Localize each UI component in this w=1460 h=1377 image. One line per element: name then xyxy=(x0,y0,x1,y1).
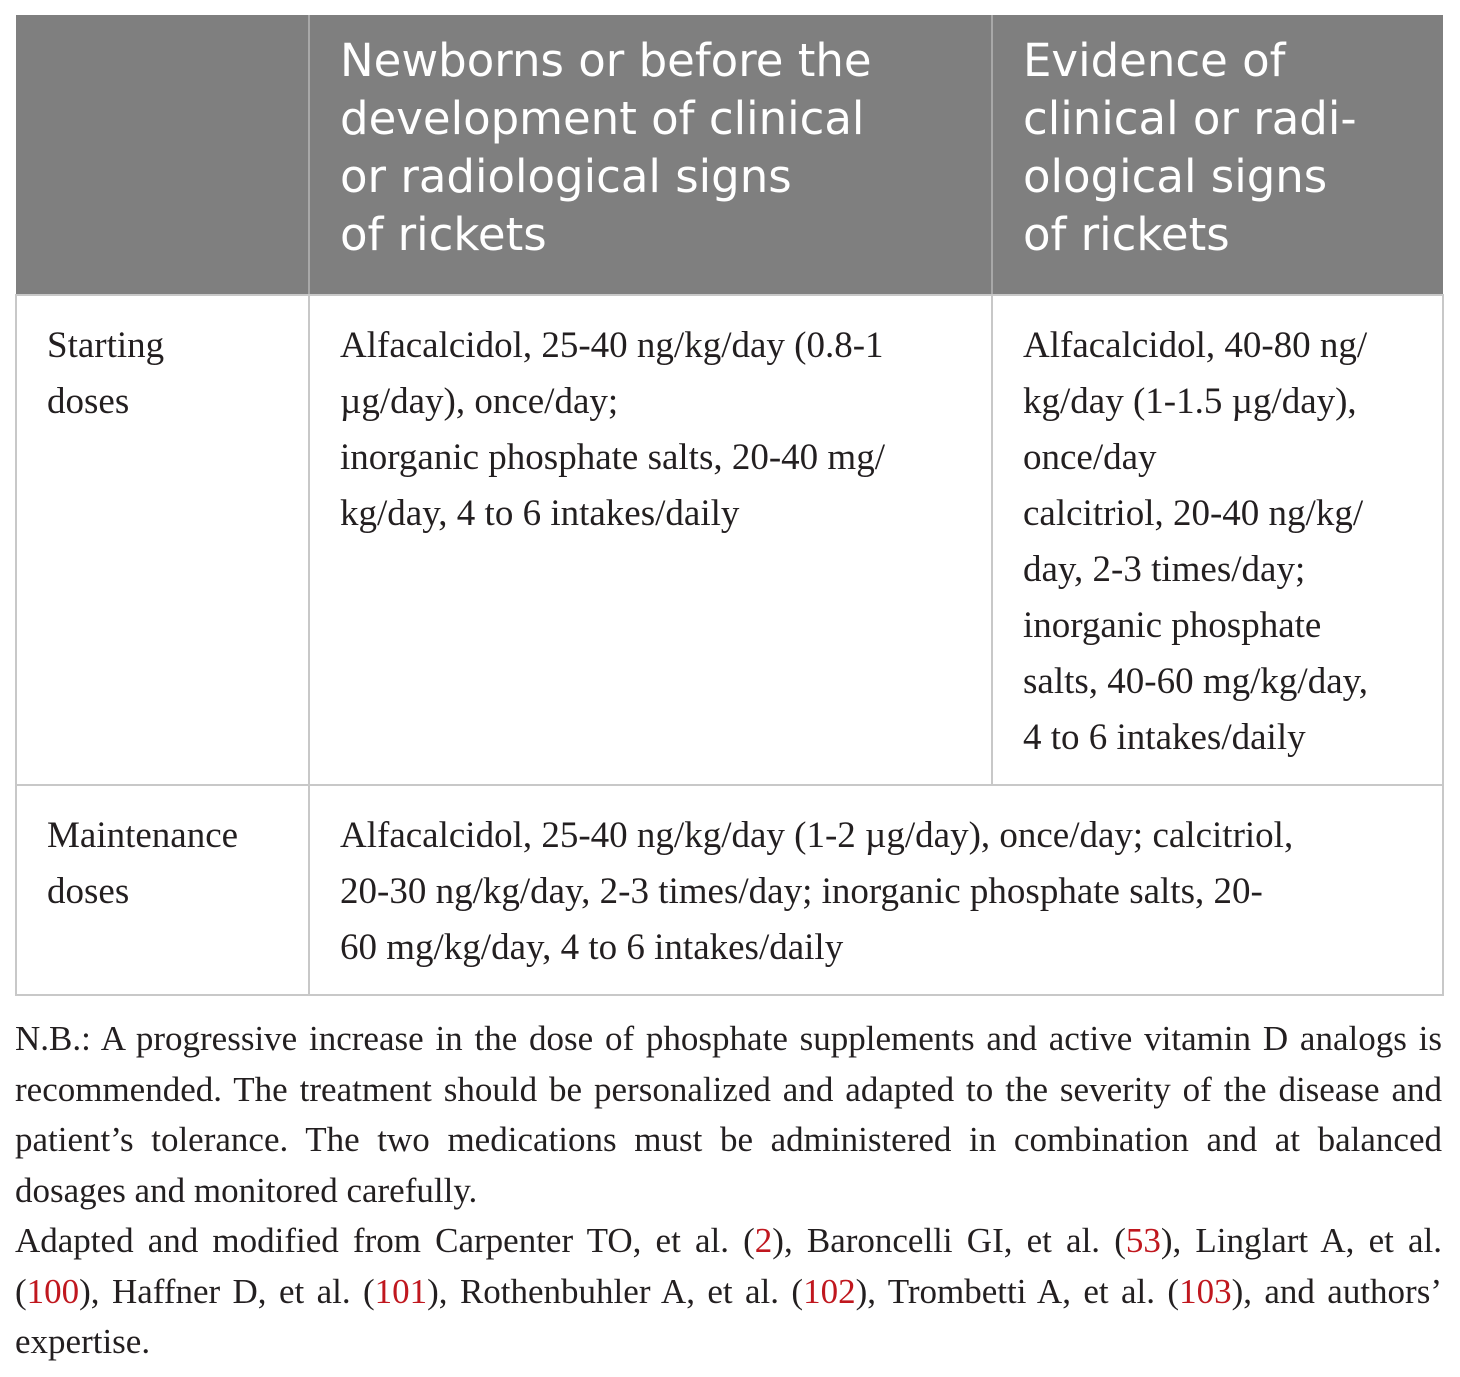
header-line: clinical or radi- xyxy=(1023,92,1357,145)
source-text: ), Trombetti A, et al. ( xyxy=(855,1271,1180,1311)
cell-line: µg/day), once/day; xyxy=(340,381,619,422)
reference-link[interactable]: 102 xyxy=(803,1271,856,1311)
header-row xyxy=(16,15,1443,295)
cell-line: doses xyxy=(47,381,130,422)
cell-line: calcitriol, 20-40 ng/kg/ xyxy=(1023,493,1364,534)
header-line: or radiological signs xyxy=(340,150,792,203)
header-newborns xyxy=(309,15,992,295)
header-line: ological signs xyxy=(1023,150,1328,203)
cell-line: Alfacalcidol, 25-40 ng/kg/day (0.8-1 xyxy=(340,325,884,366)
cell-line: inorganic phosphate xyxy=(1023,605,1322,646)
header-line: of rickets xyxy=(340,208,547,261)
source-text: ), Baroncelli GI, et al. ( xyxy=(772,1221,1126,1260)
table-row-starting-doses xyxy=(16,295,1443,785)
row-label-starting-doses xyxy=(16,295,309,785)
dosing-table xyxy=(15,15,1444,996)
row-label-maintenance-doses xyxy=(16,785,309,995)
header-line: Evidence of xyxy=(1023,34,1286,87)
cell-line: day, 2-3 times/day; xyxy=(1023,549,1306,590)
source-text: ), and authors’ expertise. xyxy=(15,1271,1442,1361)
cell-line: kg/day, 4 to 6 intakes/daily xyxy=(340,493,740,534)
reference-link[interactable]: 103 xyxy=(1179,1271,1232,1311)
cell-line: inorganic phosphate salts, 20-40 mg/ xyxy=(340,437,885,478)
cell-starting-evidence xyxy=(992,295,1443,785)
header-corner-cell xyxy=(16,15,309,295)
cell-line: 20-30 ng/kg/day, 2-3 times/day; inorganic phosphate salts, 20- xyxy=(340,871,1263,912)
cell-line: Maintenance xyxy=(47,815,239,856)
reference-link[interactable]: 100 xyxy=(26,1271,80,1311)
table-row-maintenance-doses xyxy=(16,785,1443,995)
cell-line: once/day xyxy=(1023,437,1157,478)
footnote-source xyxy=(15,1216,1442,1368)
source-text: Adapted and modified from Carpenter TO, et al. ( xyxy=(15,1221,755,1260)
source-text: ), Rothenbuhler A, et al. ( xyxy=(427,1271,804,1311)
cell-maintenance-merged xyxy=(309,785,1443,995)
footnote-note: N.B.: A progressive increase in the dose of phosphate supplements and active vitamin D analogs is recommended. The treatment should be personalized and adapted to the severity of the disease and patient’s tolerance. The two medications must be administered in combination and at balanced dosages and monitored carefully. xyxy=(15,1019,1442,1210)
cell-line: Alfacalcidol, 25-40 ng/kg/day (1-2 µg/day), once/day; calcitriol, xyxy=(340,815,1294,856)
cell-line: Starting xyxy=(47,325,165,366)
reference-link[interactable]: 2 xyxy=(754,1221,773,1260)
header-line: of rickets xyxy=(1023,208,1230,261)
cell-line: Alfacalcidol, 40-80 ng/ xyxy=(1023,325,1368,366)
source-text: ), Linglart A, et al. ( xyxy=(15,1221,1442,1311)
cell-line: kg/day (1-1.5 µg/day), xyxy=(1023,381,1357,422)
source-text: ), Haffner D, et al. ( xyxy=(79,1271,375,1311)
cell-line: salts, 40-60 mg/kg/day, xyxy=(1023,661,1368,702)
cell-line: 60 mg/kg/day, 4 to 6 intakes/daily xyxy=(340,927,844,968)
cell-starting-newborns xyxy=(309,295,992,785)
reference-link[interactable]: 101 xyxy=(374,1271,428,1311)
reference-link[interactable]: 53 xyxy=(1125,1221,1161,1260)
table-footnote xyxy=(15,1014,1442,1368)
header-evidence xyxy=(992,15,1443,295)
cell-line: 4 to 6 intakes/daily xyxy=(1023,717,1306,758)
header-line: Newborns or before the xyxy=(340,34,872,87)
header-line: development of clinical xyxy=(340,92,865,145)
cell-line: doses xyxy=(47,871,130,912)
